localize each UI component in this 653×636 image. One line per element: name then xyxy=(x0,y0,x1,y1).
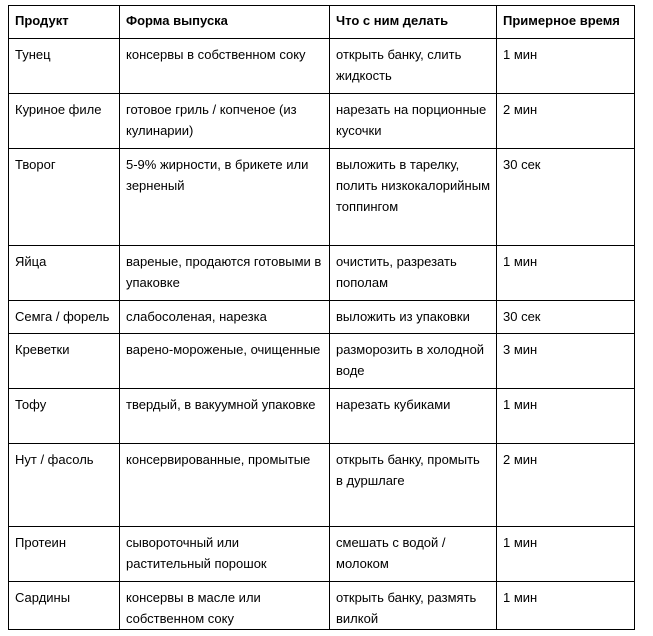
table-row xyxy=(9,149,635,246)
cell-time: 1 мин xyxy=(497,246,635,301)
cell-product: Протеин xyxy=(9,527,120,582)
table-row xyxy=(9,527,635,582)
cell-product: Нут / фасоль xyxy=(9,444,120,527)
table-row xyxy=(9,39,635,94)
table-row xyxy=(9,246,635,301)
cell-form: консервы в масле или собственном соку xyxy=(120,582,330,630)
cell-product: Сардины xyxy=(9,582,120,630)
cell-action: открыть банку, слить жидкость xyxy=(330,39,497,94)
cell-time: 1 мин xyxy=(497,527,635,582)
cell-action: очистить, разрезать пополам xyxy=(330,246,497,301)
table-row xyxy=(9,301,635,334)
cell-time: 2 мин xyxy=(497,94,635,149)
table-header-row xyxy=(9,6,635,39)
table-row xyxy=(9,334,635,389)
products-table xyxy=(8,5,635,630)
cell-action: выложить в тарелку, полить низкокалорийным топпингом xyxy=(330,149,497,246)
cell-time: 30 сек xyxy=(497,301,635,334)
cell-product: Яйца xyxy=(9,246,120,301)
cell-product: Тофу xyxy=(9,389,120,444)
header-product: Продукт xyxy=(9,6,120,39)
cell-time: 2 мин xyxy=(497,444,635,527)
cell-time: 1 мин xyxy=(497,39,635,94)
cell-action: разморозить в холодной воде xyxy=(330,334,497,389)
table-row xyxy=(9,94,635,149)
table-row xyxy=(9,444,635,527)
cell-time: 3 мин xyxy=(497,334,635,389)
cell-action: выложить из упаковки xyxy=(330,301,497,334)
cell-product: Куриное филе xyxy=(9,94,120,149)
cell-form: вареные, продаются готовыми в упаковке xyxy=(120,246,330,301)
cell-form: консервы в собственном соку xyxy=(120,39,330,94)
cell-form: сывороточный или растительный порошок xyxy=(120,527,330,582)
cell-action: нарезать на порционные кусочки xyxy=(330,94,497,149)
cell-action: нарезать кубиками xyxy=(330,389,497,444)
cell-product: Креветки xyxy=(9,334,120,389)
header-action: Что с ним делать xyxy=(330,6,497,39)
cell-time: 1 мин xyxy=(497,389,635,444)
cell-form: готовое гриль / копченое (из кулинарии) xyxy=(120,94,330,149)
cell-product: Творог xyxy=(9,149,120,246)
cell-form: консервированные, промытые xyxy=(120,444,330,527)
cell-action: смешать с водой / молоком xyxy=(330,527,497,582)
table-row xyxy=(9,582,635,630)
cell-form: 5-9% жирности, в брикете или зерненый xyxy=(120,149,330,246)
cell-product: Тунец xyxy=(9,39,120,94)
cell-time: 30 сек xyxy=(497,149,635,246)
header-time: Примерное время xyxy=(497,6,635,39)
cell-form: слабосоленая, нарезка xyxy=(120,301,330,334)
cell-product: Семга / форель xyxy=(9,301,120,334)
cell-form: твердый, в вакуумной упаковке xyxy=(120,389,330,444)
table-row xyxy=(9,389,635,444)
cell-time: 1 мин xyxy=(497,582,635,630)
cell-action: открыть банку, размять вилкой xyxy=(330,582,497,630)
header-form: Форма выпуска xyxy=(120,6,330,39)
cell-form: варено-мороженые, очищенные xyxy=(120,334,330,389)
cell-action: открыть банку, промыть в дуршлаге xyxy=(330,444,497,527)
